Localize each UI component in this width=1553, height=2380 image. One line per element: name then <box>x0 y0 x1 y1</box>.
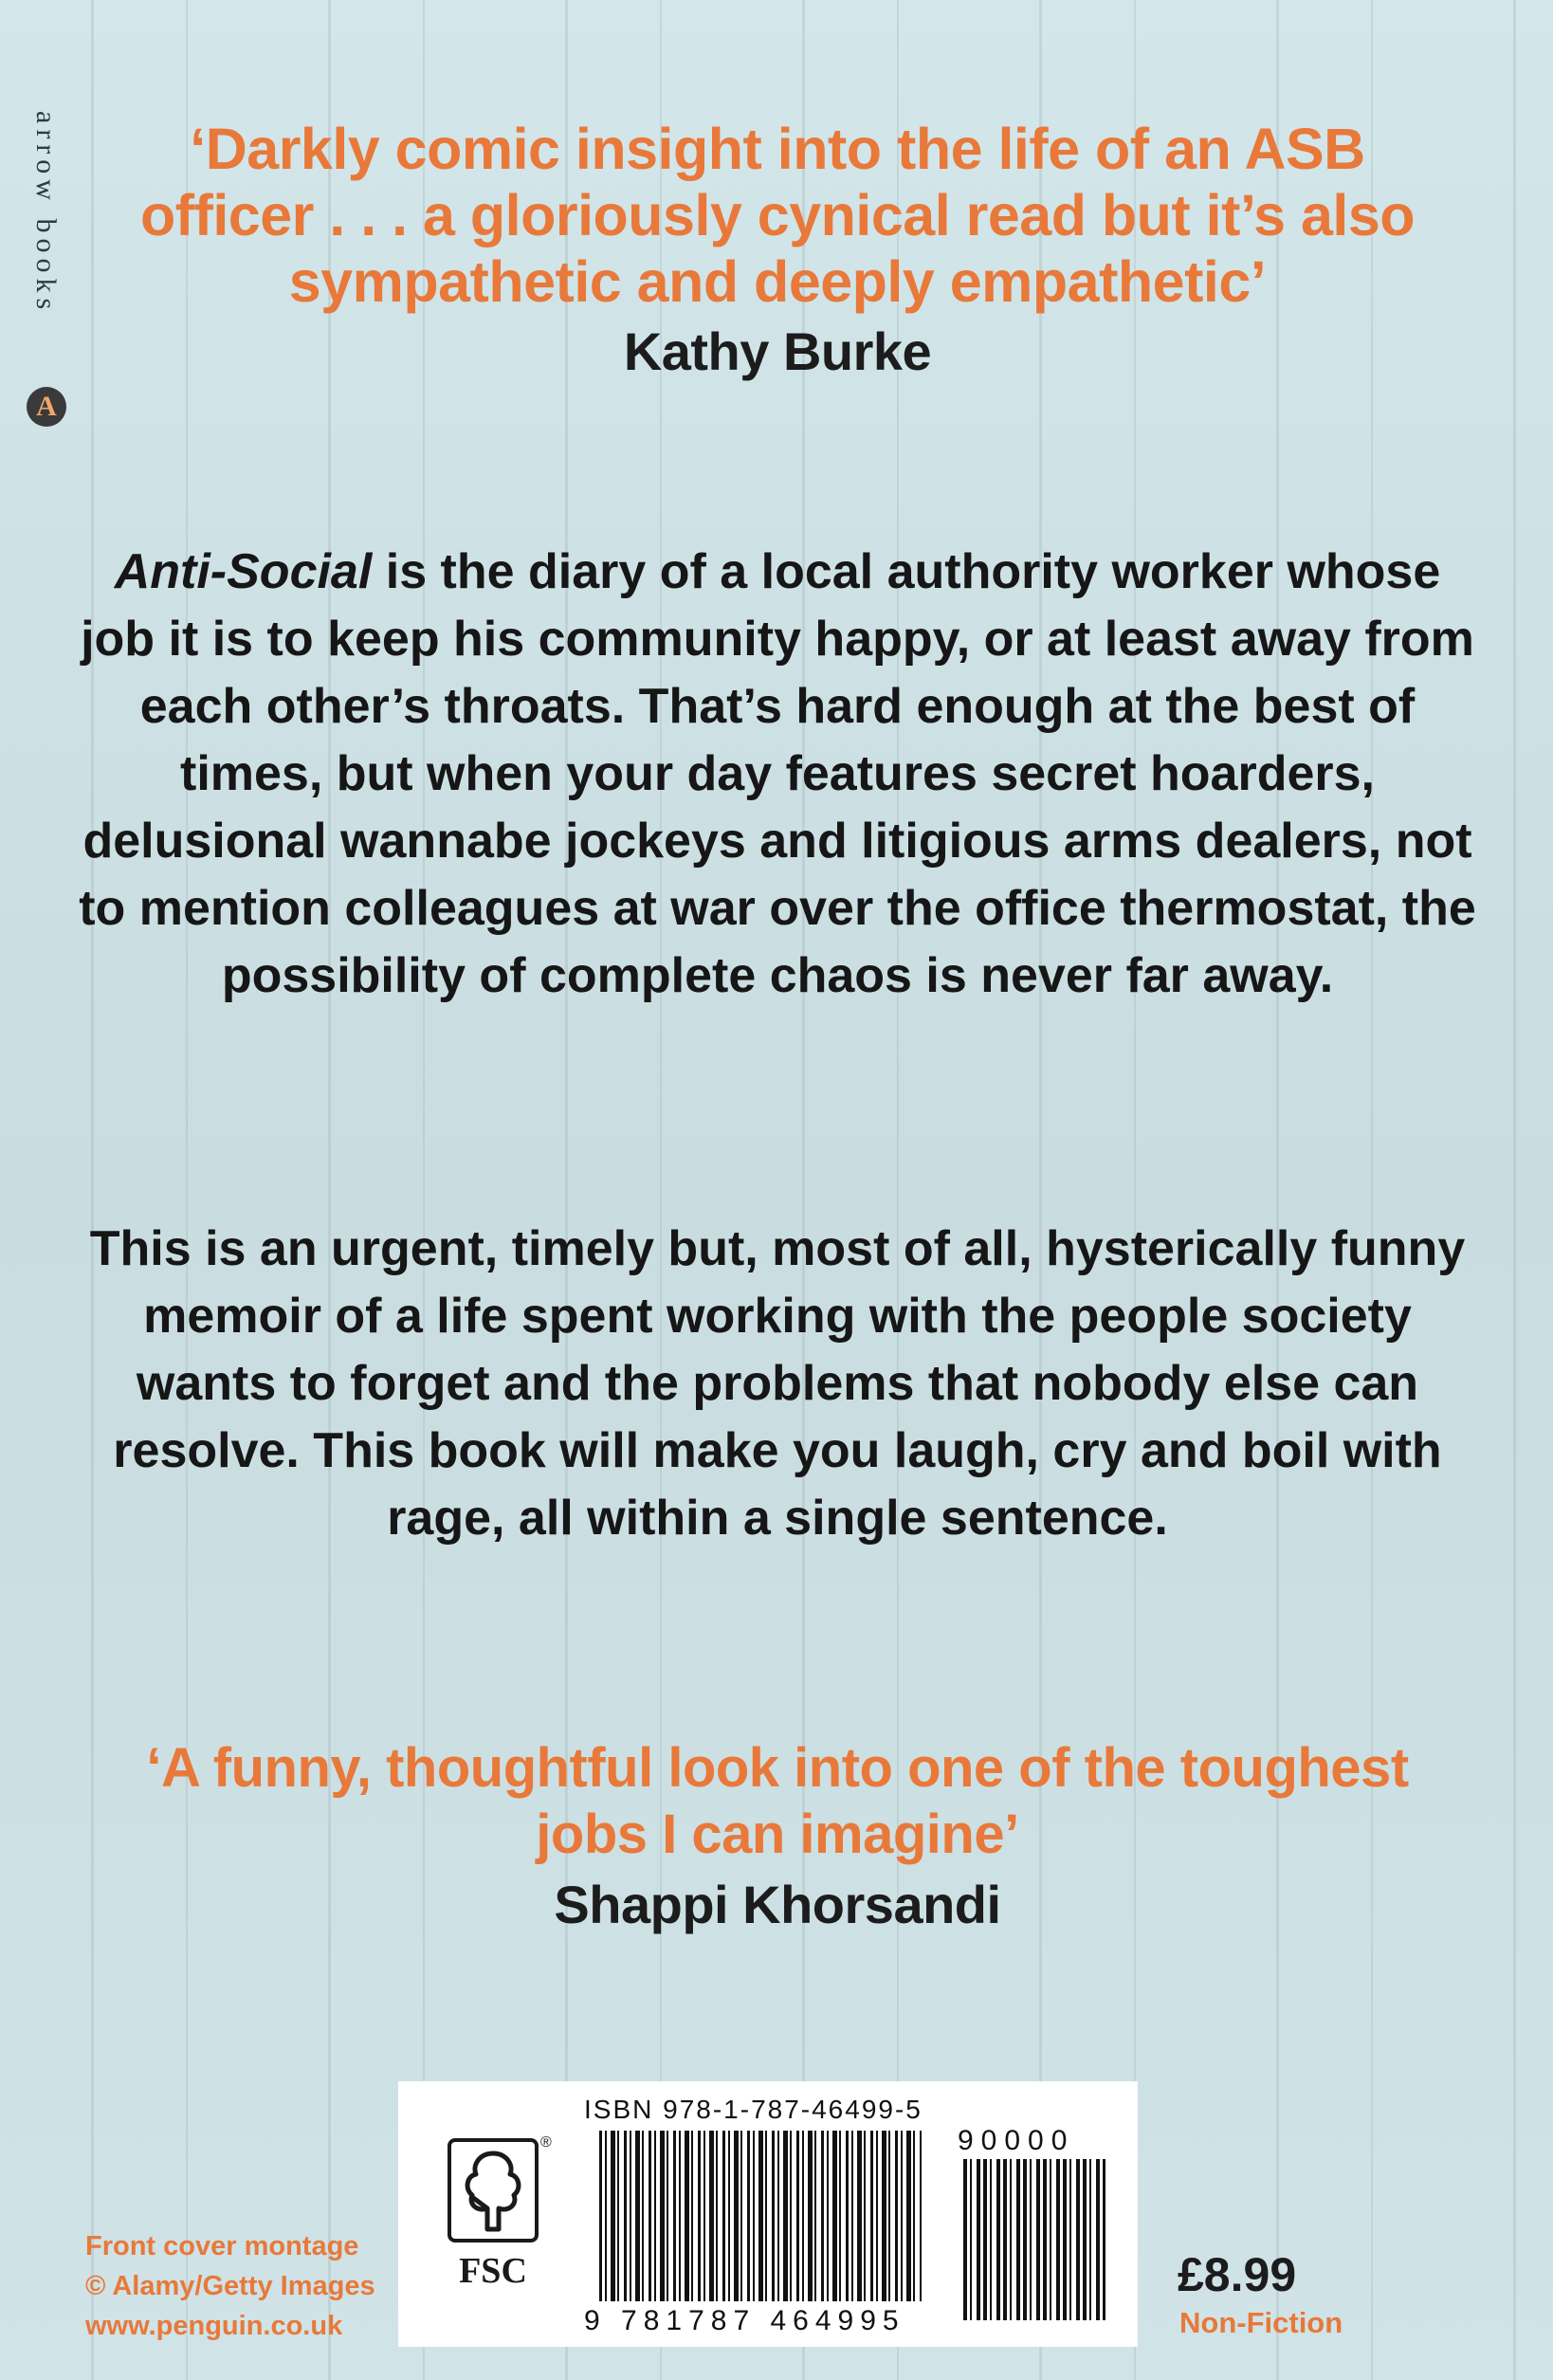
addon-number: 90000 <box>958 2125 1075 2156</box>
credit-line-1: Front cover montage <box>85 2231 359 2261</box>
barcode-number: 9 781787 464995 <box>584 2305 905 2336</box>
blurb-paragraph-1-text: is the diary of a local authority worker whose job it is to keep his community happy, or at least away from each other’s throats. That’s hard enough at the best of times, but when your day features secret hoarders, delusional wannabe jockeys and litigious arms dealers, not to mention colleagues at war over the office thermostat, the possibility of complete chaos is never far away. <box>79 544 1476 1003</box>
fsc-label: FSC <box>459 2251 527 2291</box>
blurb-paragraph-1 <box>76 539 1479 1010</box>
quote-top-text: ‘Darkly comic insight into the life of an ASB officer . . . a gloriously cynical read but it’s also sympathetic and deeply empathetic’ <box>139 117 1416 314</box>
spine-publisher <box>17 57 74 370</box>
book-title: Anti-Social <box>114 544 373 599</box>
quote-bottom-attribution: Shappi Khorsandi <box>554 1875 1001 1934</box>
quote-top <box>114 116 1441 385</box>
quote-top-attribution: Kathy Burke <box>623 321 932 381</box>
price: £8.99 <box>1178 2248 1297 2301</box>
publisher-name: arrow books <box>30 111 62 316</box>
barcode-panel <box>398 2081 1138 2347</box>
blurb-paragraph-2: This is an urgent, timely but, most of all, hysterically funny memoir of a life spent working with the people society wants to forget and the problems that nobody else can resolve. This book will make you laugh, cry and boil with rage, all within a single sentence. <box>89 1221 1466 1546</box>
quote-bottom-text: ‘A funny, thoughtful look into one of the toughest jobs I can imagine’ <box>146 1737 1409 1865</box>
barcode-bars <box>599 2131 922 2301</box>
isbn-label: ISBN 978-1-787-46499-5 <box>584 2095 923 2124</box>
addon-barcode-bars <box>963 2159 1105 2320</box>
fsc-tree-icon <box>448 2138 539 2243</box>
category-label: Non-Fiction <box>1179 2306 1343 2339</box>
publisher-logo-icon <box>27 387 66 427</box>
logo-glyph: A <box>36 391 57 422</box>
quote-bottom <box>114 1735 1441 1938</box>
fsc-logo <box>436 2134 559 2318</box>
registered-mark: ® <box>540 2134 552 2151</box>
credit-line-2: © Alamy/Getty Images <box>85 2271 375 2301</box>
credit-line-3: www.penguin.co.uk <box>85 2311 343 2341</box>
cover-credits <box>85 2226 375 2346</box>
